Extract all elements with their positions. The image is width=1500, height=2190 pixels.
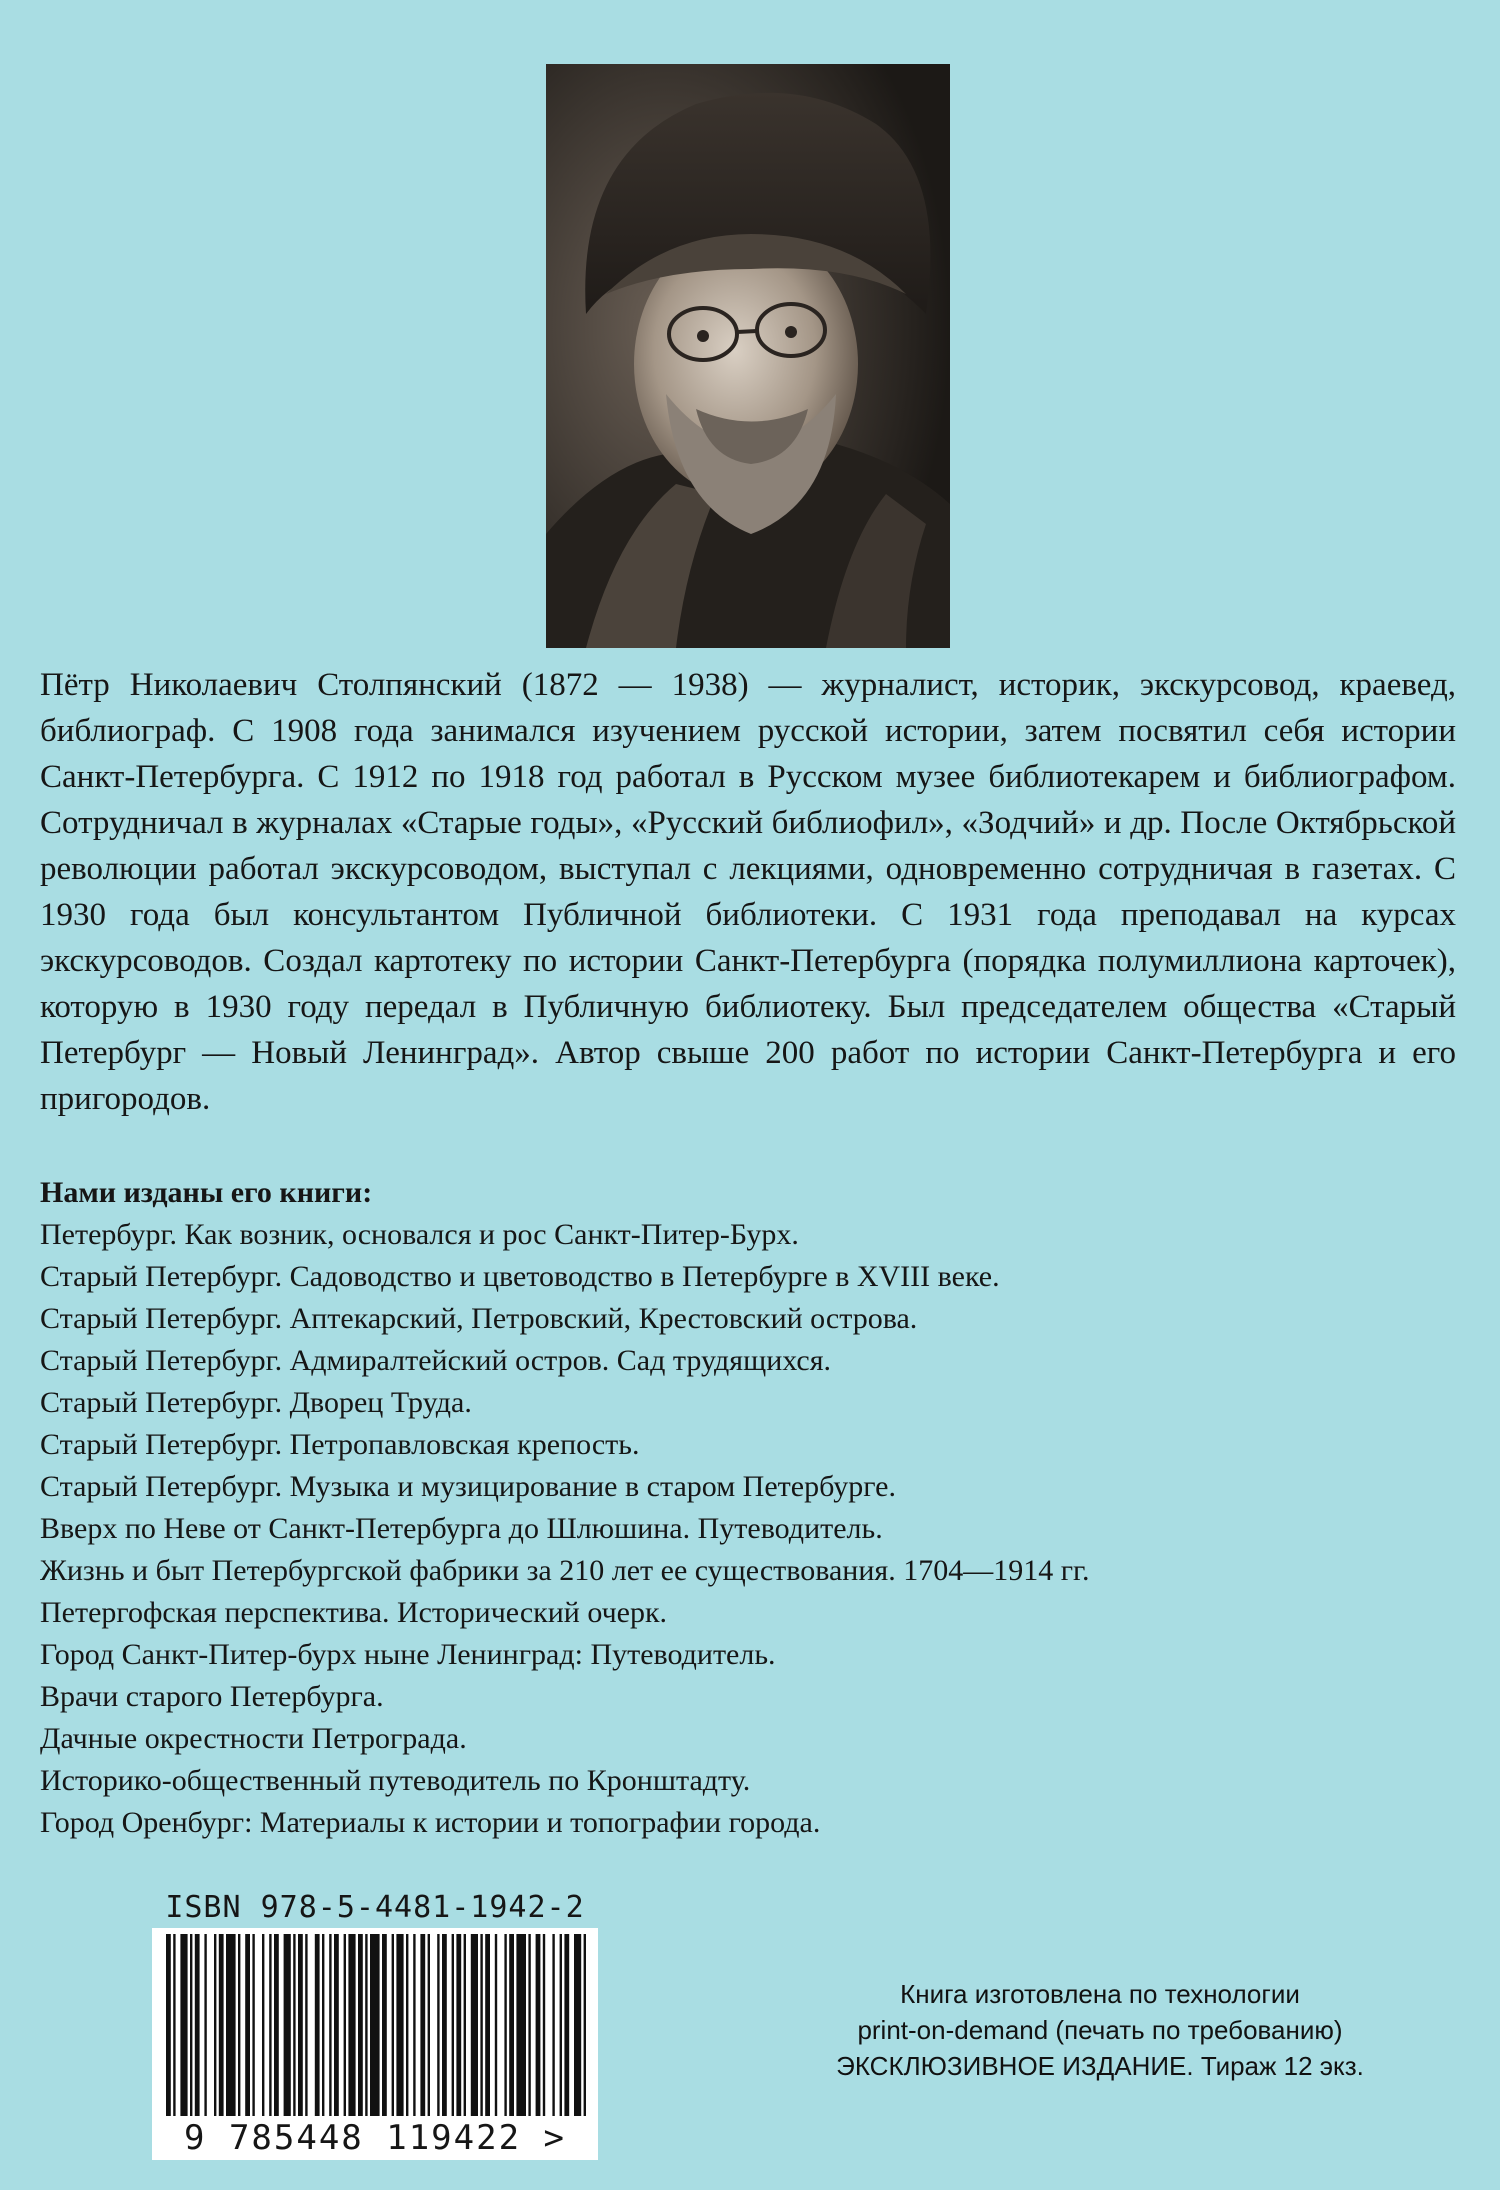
book-title: Историко-общественный путеводитель по Кронштадту.: [40, 1764, 751, 1797]
book-title: Город Санкт-Питер-бурх ныне Ленинград: Путеводитель.: [40, 1638, 776, 1671]
book-title: Старый Петербург. Музыка и музицирование в старом Петербурге.: [40, 1470, 896, 1503]
pod-note-line-2: print-on-demand (печать по требованию): [857, 2015, 1343, 2045]
book-title: Жизнь и быт Петербургской фабрики за 210 лет ее существования. 1704—1914 гг.: [40, 1554, 1090, 1587]
book-title: Врачи старого Петербурга.: [40, 1680, 384, 1713]
book-title: Вверх по Неве от Санкт-Петербурга до Шлюшина. Путеводитель.: [40, 1512, 883, 1545]
book-title: Старый Петербург. Петропавловская крепость.: [40, 1428, 640, 1461]
books-heading: Нами изданы его книги:: [40, 1176, 373, 1209]
book-title: Дачные окрестности Петрограда.: [40, 1722, 467, 1755]
book-title: Петергофская перспектива. Исторический очерк.: [40, 1596, 668, 1629]
book-title: Старый Петербург. Садоводство и цветоводство в Петербурге в XVIII веке.: [40, 1260, 1000, 1293]
book-title: Петербург. Как возник, основался и рос Санкт-Питер-Бурх.: [40, 1218, 799, 1251]
barcode-digits: 9 785448 119422 >: [152, 2116, 598, 2160]
book-title: Старый Петербург. Аптекарский, Петровский, Крестовский острова.: [40, 1302, 918, 1335]
portrait-photo-icon: [546, 64, 950, 648]
pod-note-line-3: ЭКСКЛЮЗИВНОЕ ИЗДАНИЕ. Тираж 12 экз.: [836, 2051, 1364, 2081]
author-biography: Пётр Николаевич Столпянский (1872 — 1938) — журналист, историк, экскурсовод, краевед, библиограф. С 1908 года занимался изучением русской истории, затем посвятил себя истории Санкт-Петербурга. С 1912 по 1918 год работал в Русском музее библиотекарем и библиографом. Сотрудничал в журналах «Старые годы», «Русский библиофил», «Зодчий» и др. После Октябрьской революции работал экскурсоводом, выступал с лекциями, одновременно сотрудничая в газетах. С 1930 года был консультантом Публичной библиотеки. С 1931 года преподавал на курсах экскурсоводов. Создал картотеку по истории Санкт-Петербурга (порядка полумиллиона карточек), которую в 1930 году передал в Публичную библиотеку. Был председателем общества «Старый Петербург — Новый Ленинград». Автор свыше 200 работ по истории Санкт-Петербурга и его пригородов.: [40, 667, 1456, 1117]
book-title: Город Оренбург: Материалы к истории и топографии города.: [40, 1806, 821, 1839]
print-on-demand-note: [770, 1976, 1430, 2084]
author-portrait: [546, 64, 950, 648]
book-title: Старый Петербург. Адмиралтейский остров. Сад трудящихся.: [40, 1344, 832, 1377]
isbn-barcode-block: [152, 1888, 598, 2160]
books-list: [40, 1214, 1460, 1844]
book-title: Старый Петербург. Дворец Труда.: [40, 1386, 472, 1419]
barcode-icon: [152, 1928, 598, 2118]
pod-note-line-1: Книга изготовлена по технологии: [900, 1979, 1300, 2009]
isbn-label: ISBN 978-5-4481-1942-2: [165, 1890, 585, 1925]
